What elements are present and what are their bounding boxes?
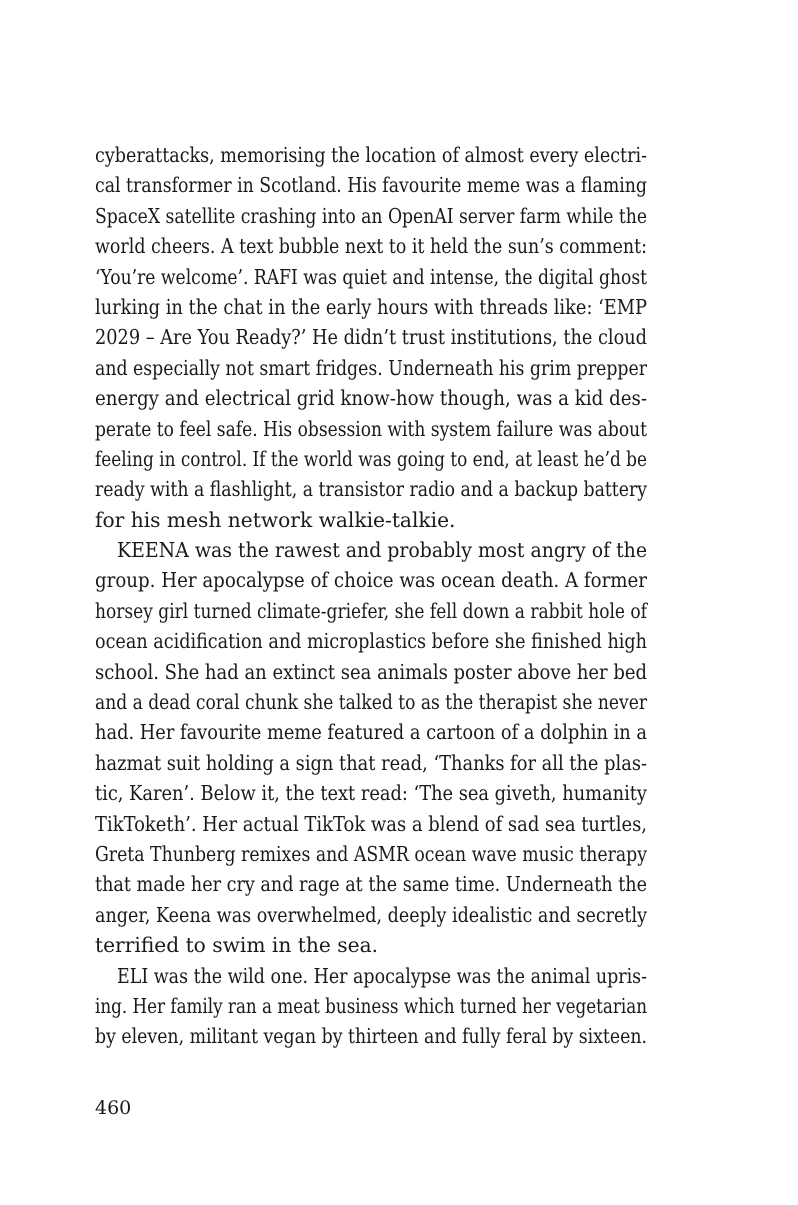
text-line: KEENA was the rawest and probably most angry of the [117, 538, 647, 563]
text-line: 2029 – Are You Ready?’ He didn’t trust institutions, the cloud [95, 325, 647, 350]
text-line: feeling in control. If the world was going to end, at least he’d be [95, 446, 647, 471]
text-line: TikToketh’. Her actual TikTok was a blend of sad sea turtles, [95, 811, 647, 836]
text-line: tic, Karen’. Below it, the text read: ‘The sea giveth, humanity [95, 781, 647, 806]
text-line: perate to feel safe. His obsession with system failure was about [95, 416, 647, 441]
text-line: SpaceX satellite crashing into an OpenAI server farm while the [95, 203, 647, 228]
page-number: 460 [95, 1097, 132, 1119]
paragraph [95, 535, 647, 960]
paragraph [95, 961, 647, 1052]
body-text [95, 140, 647, 1052]
text-line: ready with a flashlight, a transistor radio and a backup battery [95, 477, 647, 502]
text-line: group. Her apocalypse of choice was ocean death. A former [95, 568, 647, 593]
text-line: terrified to swim in the sea. [95, 933, 379, 958]
text-line: by eleven, militant vegan by thirteen and fully feral by sixteen. [95, 1024, 647, 1049]
text-line: ing. Her family ran a meat business which turned her vegetarian [95, 993, 647, 1018]
text-line: Greta Thunberg remixes and ASMR ocean wave music therapy [95, 841, 647, 866]
text-line: energy and electrical grid know-how though, was a kid des- [95, 386, 647, 411]
text-line: ocean acidification and microplastics before she finished high [95, 629, 647, 654]
text-line: that made her cry and rage at the same time. Underneath the [95, 872, 647, 897]
text-line: and especially not smart fridges. Underneath his grim prepper [95, 355, 647, 380]
text-line: anger, Keena was overwhelmed, deeply idealistic and secretly [95, 902, 647, 927]
text-line: for his mesh network walkie-talkie. [95, 507, 456, 532]
text-line: horsey girl turned climate-griefer, she fell down a rabbit hole of [95, 598, 647, 623]
text-line: cal transformer in Scotland. His favourite meme was a flaming [95, 173, 647, 198]
text-line: and a dead coral chunk she talked to as the therapist she never [95, 690, 647, 715]
paragraph [95, 140, 647, 535]
text-line: world cheers. A text bubble next to it held the sun’s comment: [95, 234, 647, 259]
text-line: cyberattacks, memorising the location of almost every electri- [95, 143, 647, 167]
text-line: school. She had an extinct sea animals poster above her bed [95, 659, 647, 684]
text-line: had. Her favourite meme featured a cartoon of a dolphin in a [95, 720, 647, 745]
text-line: lurking in the chat in the early hours with threads like: ‘EMP [95, 294, 647, 319]
text-line: ‘You’re welcome’. RAFI was quiet and intense, the digital ghost [95, 264, 647, 289]
text-line: hazmat suit holding a sign that read, ‘Thanks for all the plas- [95, 750, 647, 775]
text-line: ELI was the wild one. Her apocalypse was the animal upris- [117, 963, 647, 988]
